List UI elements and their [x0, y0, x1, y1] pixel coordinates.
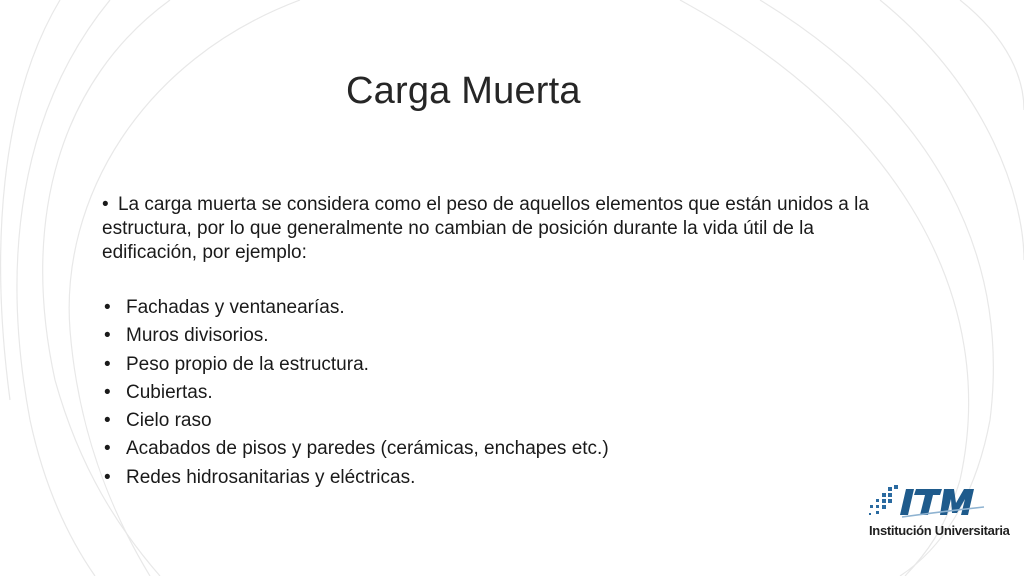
list-item — [104, 379, 609, 407]
intro-text: La carga muerta se considera como el peso de aquellos elementos que están unidos a la estructura, por lo que generalmente no cambian de posición durante la vida útil de la edificación, por ejemplo: — [102, 194, 869, 263]
examples-list — [104, 294, 609, 492]
list-item-text: Cubiertas. — [126, 381, 213, 403]
list-item-text: Cielo raso — [126, 410, 212, 432]
bullet-symbol: • — [104, 466, 111, 488]
list-item — [104, 322, 609, 350]
itm-lettering — [900, 489, 974, 515]
intro-bullet-symbol: • — [102, 194, 109, 215]
list-item — [104, 464, 609, 492]
bullet-symbol: • — [104, 297, 111, 318]
bullet-symbol: • — [104, 438, 111, 460]
bullet-symbol: • — [104, 353, 111, 375]
list-item-text: Redes hidrosanitarias y eléctricas. — [126, 466, 416, 488]
list-item — [104, 407, 609, 435]
list-item-text: Muros divisorios. — [126, 325, 269, 347]
bullet-symbol: • — [104, 381, 111, 403]
bullet-symbol: • — [104, 410, 111, 432]
list-item-text: Fachadas y ventanearías. — [126, 297, 345, 318]
itm-logo — [866, 483, 1010, 545]
list-item — [104, 435, 609, 463]
logo-subtitle: Institución Universitaria — [869, 523, 1010, 538]
bullet-symbol: • — [104, 325, 111, 347]
intro-paragraph — [102, 193, 902, 265]
list-item-text: Peso propio de la estructura. — [126, 353, 369, 375]
list-item-text: Acabados de pisos y paredes (cerámicas, enchapes etc.) — [126, 438, 609, 460]
list-item — [104, 294, 609, 322]
itm-logo-mark — [866, 483, 990, 519]
list-item — [104, 351, 609, 379]
slide-title: Carga Muerta — [346, 70, 581, 112]
